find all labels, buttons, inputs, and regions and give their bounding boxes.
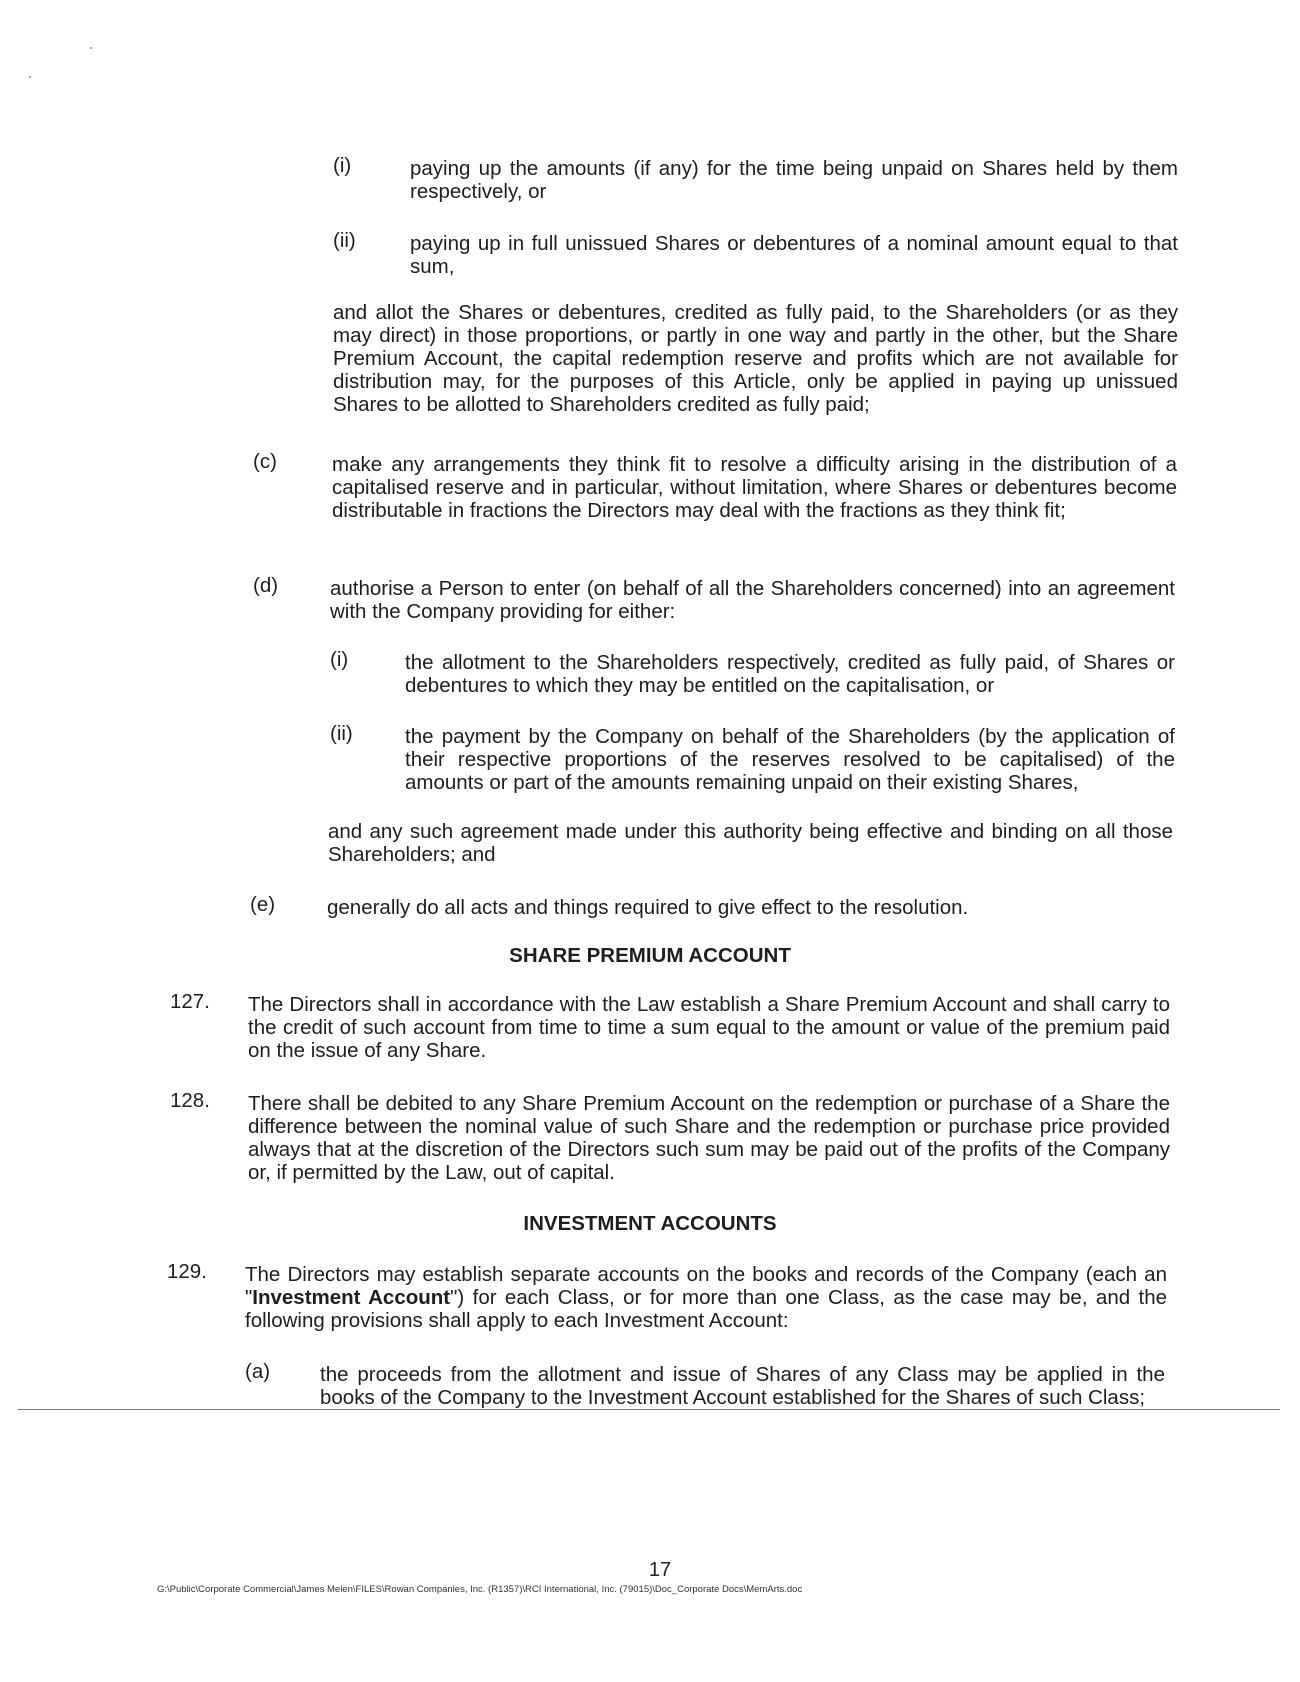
list-item-text: generally do all acts and things required to give effect to the resolution. bbox=[327, 896, 969, 919]
article-text: There shall be debited to any Share Premium Account on the redemption or purchase of a Share the difference between the nominal value of such Share and the redemption or purchase price provided always that at the discretion of the Directors such sum may be paid out of the profits of the Company or, if permitted by the Law, out of capital. bbox=[248, 1092, 1170, 1184]
article-text-part: ") for each Class, or for more than one Class, as the case may be, and the following provisions shall apply to each Investment Account: bbox=[245, 1286, 1167, 1332]
list-item-text: the allotment to the Shareholders respectively, credited as fully paid, of Shares or debentures to which they may be entitled on the capitalisation, or bbox=[405, 651, 1175, 697]
section-heading: INVESTMENT ACCOUNTS bbox=[523, 1212, 777, 1235]
footer-file-path: G:\Public\Corporate Commercial\James Melen\FILES\Rowan Companies, Inc. (R1357)\RCI International, Inc. (79015)\Doc_Corporate Docs\MemArts.doc bbox=[157, 1584, 803, 1595]
list-marker: (e) bbox=[250, 893, 276, 916]
list-item-text: the proceeds from the allotment and issue of Shares of any Class may be applied in the books of the Company to the Investment Account established for the Shares of such Class; bbox=[320, 1363, 1165, 1409]
article-number: 128. bbox=[170, 1089, 210, 1112]
list-item-text: paying up the amounts (if any) for the time being unpaid on Shares held by them respectively, or bbox=[410, 157, 1178, 203]
list-item-text: paying up in full unissued Shares or debentures of a nominal amount equal to that sum, bbox=[410, 232, 1178, 278]
list-item-text: the payment by the Company on behalf of the Shareholders (by the application of their respective proportions of the reserves resolved to be capitalised) of the amounts or part of the amounts remaining unpaid on their existing Shares, bbox=[405, 725, 1175, 794]
scan-speck bbox=[29, 76, 31, 78]
list-marker: (a) bbox=[245, 1360, 271, 1383]
defined-term: Investment Account bbox=[252, 1286, 451, 1309]
paragraph: and any such agreement made under this authority being effective and binding on all those Shareholders; and bbox=[328, 820, 1173, 866]
list-marker: (c) bbox=[253, 450, 277, 473]
article-text-part: The Directors may establish separate accounts on the books and records of the Company (each an " bbox=[245, 1263, 1167, 1309]
list-item-text: make any arrangements they think fit to resolve a difficulty arising in the distribution of a capitalised reserve and in particular, without limitation, where Shares or debentures become distributable in fractions the Directors may deal with the fractions as they think fit; bbox=[332, 453, 1177, 522]
list-marker: (i) bbox=[333, 154, 352, 177]
page-divider-line bbox=[18, 1409, 1280, 1410]
section-heading: SHARE PREMIUM ACCOUNT bbox=[509, 944, 791, 967]
scan-speck bbox=[90, 47, 92, 49]
page-number: 17 bbox=[648, 1559, 672, 1581]
list-item-text: authorise a Person to enter (on behalf of all the Shareholders concerned) into an agreement with the Company providing for either: bbox=[330, 577, 1175, 623]
article-text: The Directors shall in accordance with the Law establish a Share Premium Account and shall carry to the credit of such account from time to time a sum equal to the amount or value of the premium paid on the issue of any Share. bbox=[248, 993, 1170, 1062]
list-marker: (ii) bbox=[330, 722, 353, 745]
list-marker: (ii) bbox=[333, 229, 356, 252]
list-marker: (d) bbox=[253, 574, 279, 597]
article-number: 129. bbox=[167, 1260, 207, 1283]
article-number: 127. bbox=[170, 990, 210, 1013]
list-marker: (i) bbox=[330, 648, 349, 671]
article-text bbox=[245, 1263, 1167, 1332]
paragraph: and allot the Shares or debentures, credited as fully paid, to the Shareholders (or as they may direct) in those proportions, or partly in one way and partly in the other, but the Share Premium Account, the capital redemption reserve and profits which are not available for distribution may, for the purposes of this Article, only be applied in paying up unissued Shares to be allotted to Shareholders credited as fully paid; bbox=[333, 301, 1178, 416]
